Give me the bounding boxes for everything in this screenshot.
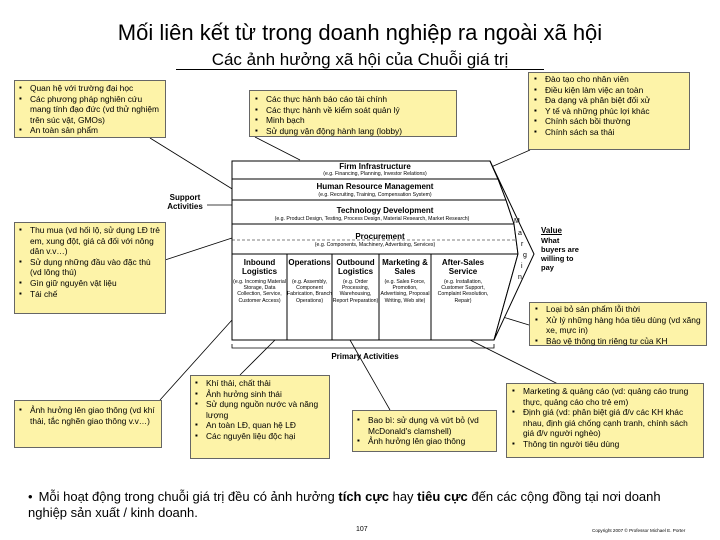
primary-inbound	[232, 258, 287, 304]
list-item: ▪ Bao bì: sử dụng và vứt bỏ (vd McDonald's clamshell)	[366, 415, 493, 436]
footer-text-negative: tiêu cực	[417, 489, 468, 504]
box-middle-right	[529, 302, 707, 346]
list-item: ▪ Các phương pháp nghiên cứu mang tính đạo đức (vd thử nghiệm trên súc vật, GMOs)	[28, 94, 162, 126]
primary-operations	[287, 258, 332, 304]
primary-activities-label: Primary Activities	[331, 352, 399, 361]
page-subtitle: Các ảnh hưởng xã hội của Chuỗi giá trị	[211, 50, 509, 69]
box-bottom-right	[506, 383, 704, 458]
list-item: ▪ Sử dụng những đầu vào đặc thù (vd lông thú)	[28, 257, 162, 278]
footer-text-e: đến các cộng đồng tại nơi doanh nghiệp sản xuất / kinh doanh.	[28, 489, 661, 520]
primary-operations-sub: (e.g. Assembly, Component Fabrication, Branch Operations)	[287, 279, 332, 304]
margin-letter: M	[514, 218, 520, 225]
connector-line	[350, 340, 390, 410]
list-item: ▪ Bảo vệ thông tin riêng tư của KH	[544, 336, 702, 347]
hrm-sub: (e.g. Recruiting, Training, Compensation System)	[318, 192, 432, 198]
list-item: ▪ Đào tạo cho nhân viên	[543, 74, 685, 85]
primary-marketing	[379, 258, 431, 304]
list-item: ▪ Marketing & quảng cáo (vd: quảng cáo trung thực, quảng cáo cho trẻ em)	[521, 386, 699, 407]
list-item: ▪ Khí thải, chất thải	[204, 378, 326, 389]
footer-note	[28, 489, 668, 521]
firm-infrastructure-sub: (e.g. Financing, Planning, Investor Relations)	[323, 171, 427, 177]
copyright-note: Copyright 2007 © Professor Michael E. Porter	[592, 528, 686, 533]
tech-dev-sub: (e.g. Product Design, Testing, Process Design, Material Research, Market Research)	[274, 216, 470, 222]
procurement-label: Procurement	[355, 232, 405, 241]
primary-service-sub: (e.g. Installation, Customer Support, Complaint Resolution, Repair)	[437, 279, 489, 304]
primary-service-label: After-Sales Service	[441, 258, 485, 276]
margin-letter: i	[521, 263, 523, 270]
list-item: ▪ Thu mua (vd hối lộ, sử dụng LĐ trẻ em, xung đột, giá cả đối với nông dân v.v…)	[28, 225, 162, 257]
list-item: ▪ Ảnh hưởng lên giao thông	[366, 436, 493, 447]
list-item: ▪ Điều kiện làm việc an toàn	[543, 85, 685, 96]
list-item: ▪ Các thực hành về kiểm soát quản lý	[264, 105, 452, 116]
primary-marketing-sub: (e.g. Sales Force, Promotion, Advertising, Proposal Writing, Web site)	[380, 279, 430, 304]
list-item: ▪ Tái chế	[28, 289, 162, 300]
box-middle-left	[14, 222, 166, 314]
value-sub: What buyers are willing to pay	[541, 236, 579, 272]
list-item: ▪ Chính sách bồi thường	[543, 116, 685, 127]
list-item: ▪ Định giá (vd: phân biệt giá đ/v các KH khác nhau, định giá chống cạnh tranh, chính sách giá đ/v người nghèo)	[521, 407, 699, 439]
list-item: ▪ Sử dụng vận động hành lang (lobby)	[264, 126, 452, 137]
list-item: ▪ An toàn LĐ, quan hệ LĐ	[204, 420, 326, 431]
list-item: ▪ Ảnh hưởng sinh thái	[204, 389, 326, 400]
margin-letter: n	[518, 274, 522, 281]
value-label: Value	[541, 226, 562, 235]
primary-outbound-label: Outbound Logistics	[336, 258, 375, 276]
list-item: ▪ Y tế và những phúc lợi khác	[543, 106, 685, 117]
support-activities-label: Support Activities	[167, 193, 203, 211]
list-item: ▪ Ảnh hưởng lên giao thông (vd khí thải, tắc nghẽn giao thông v.v…)	[28, 405, 158, 426]
margin-letter: a	[518, 230, 522, 237]
box-top-right	[528, 72, 690, 150]
box-top-center	[249, 90, 457, 137]
list-item: ▪ Sử dụng nguồn nước và năng lượng	[204, 399, 326, 420]
primary-service	[433, 258, 493, 304]
box-top-left	[14, 80, 166, 138]
list-item: ▪ Xử lý những hàng hóa tiêu dùng (vd xăng xe, mực in)	[544, 315, 702, 336]
list-item: ▪ Minh bạch	[264, 115, 452, 126]
footer-bullet: •	[28, 489, 33, 504]
page-title: Mối liên kết từ trong doanh nghiệp ra ngoài xã hội	[117, 20, 603, 45]
footer-text-c: hay	[388, 489, 418, 504]
connector-line	[255, 137, 300, 160]
primary-inbound-sub: (e.g. Incoming Material Storage, Data Collection, Service, Customer Access)	[233, 279, 286, 304]
primary-outbound	[332, 258, 379, 304]
primary-marketing-label: Marketing & Sales	[382, 258, 428, 276]
margin-letter: g	[523, 252, 527, 259]
connector-line	[165, 238, 232, 260]
box-bottom-center-left	[190, 375, 330, 459]
page-number: 107	[356, 526, 368, 533]
margin-letter: r	[521, 241, 524, 248]
firm-infrastructure-label: Firm Infrastructure	[339, 162, 411, 171]
list-item: ▪ Gìn giữ nguyên vật liệu	[28, 278, 162, 289]
procurement-sub: (e.g. Components, Machinery, Advertising, Services)	[314, 242, 436, 248]
list-item: ▪ Quan hệ với trường đại học	[28, 83, 162, 94]
box-bottom-center-right	[352, 410, 497, 452]
list-item: ▪ Chính sách sa thải	[543, 127, 685, 138]
connector-line	[240, 335, 280, 375]
primary-outbound-sub: (e.g. Order Processing, Warehousing, Report Preparation)	[332, 279, 379, 304]
primary-activities-brace	[232, 344, 494, 348]
list-item: ▪ Các nguyên liệu độc hại	[204, 431, 326, 442]
footer-text-a: Mỗi hoạt động trong chuỗi giá trị đều có ảnh hưởng	[38, 489, 339, 504]
list-item: ▪ Đa dạng và phân biệt đối xử	[543, 95, 685, 106]
list-item: ▪ Loại bỏ sản phẩm lỗi thời	[544, 304, 702, 315]
list-item: ▪ An toàn sản phẩm	[28, 125, 162, 136]
hrm-label: Human Resource Management	[316, 182, 434, 191]
primary-inbound-label: Inbound Logistics	[241, 258, 278, 276]
box-bottom-left	[14, 400, 162, 448]
tech-dev-label: Technology Development	[336, 206, 434, 215]
list-item: ▪ Thông tin người tiêu dùng	[521, 439, 699, 450]
footer-text-positive: tích cực	[338, 489, 389, 504]
primary-operations-label: Operations	[288, 258, 331, 267]
list-item: ▪ Các thực hành báo cáo tài chính	[264, 94, 452, 105]
